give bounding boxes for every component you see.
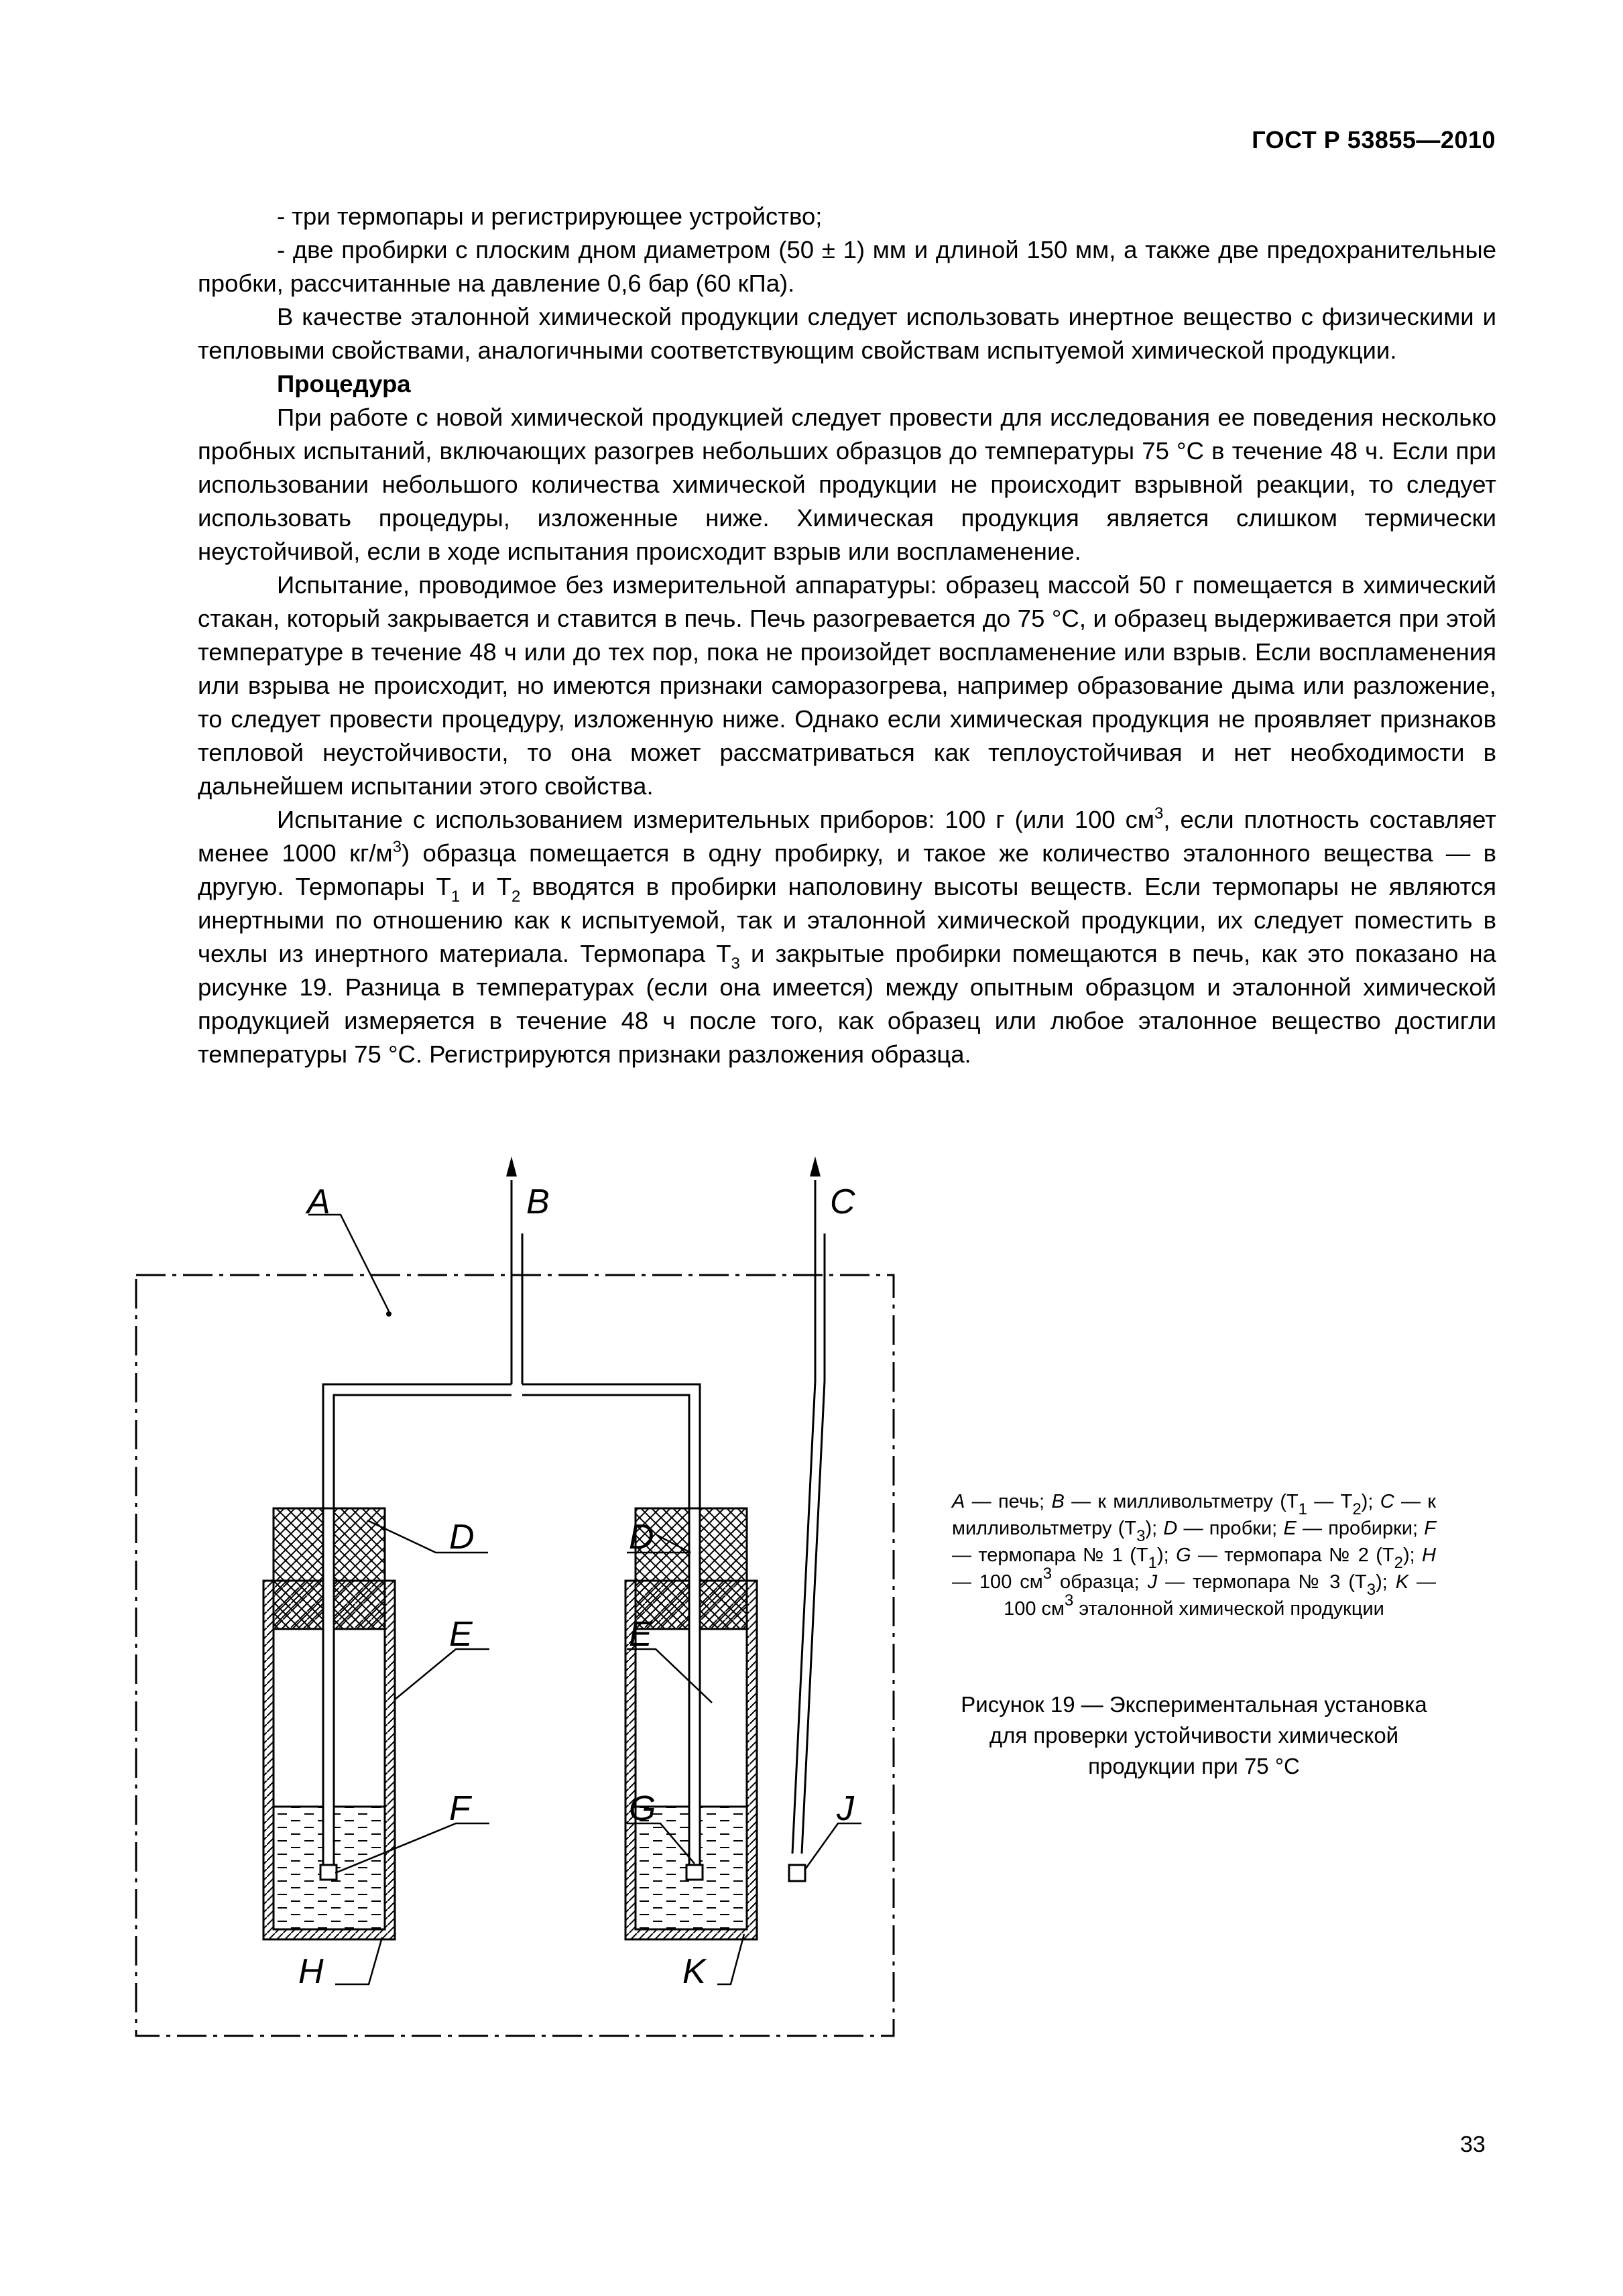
label-h: H xyxy=(298,1952,324,1991)
page-number: 33 xyxy=(1460,2132,1486,2157)
label-b: B xyxy=(526,1183,550,1221)
label-d-right: D xyxy=(629,1518,654,1557)
figure-legend: A — печь; B — к милливольтметру ($Т_1$ — $Т_2$); C — к милливольтметру $(Т_3)$; D — пробки; E — пробирки; F — термопара № 1 $(Т_1)$; G — термопара № 2 $(Т_2)$; H — 100 $см^3$ образца; J — термопара № 3 $(Т_3)$; K — 100 $см^3$ эталонной химической продукции xyxy=(952,1491,1436,1620)
body-text xyxy=(198,200,1496,1071)
thermocouple-f xyxy=(320,1865,337,1880)
label-g: G xyxy=(629,1789,656,1828)
paragraph-test-with-instruments: Испытание с использованием измерительных приборов: 100 г (или 100 $см^3$, если плотность составляет менее 1000 $кг/м^3$) образца помещается в одну пробирку, и такое же количество эталонного вещества — в другую. Термопары $Т_1$ и $Т_2$ вводятся в пробирки наполовину высоты веществ. Если термопары не являются инертными по отношению как к испытуемой, так и эталонной химической продукции, их следует поместить в чехлы из инертного материала. Термопара $Т_3$ и закрытые пробирки помещаются в печь, как это показано на рисунке 19. Разница в температурах (если она имеется) между опытным образцом и эталонной химической продукцией измеряется в течение 48 ч после того, как образец или любое эталонное вещество достигли температуры 75 °C. Регистрируются признаки разложения образца. xyxy=(198,804,1497,1068)
test-tube-left xyxy=(263,1508,395,1939)
oven-outline xyxy=(136,1275,894,2036)
label-c: C xyxy=(830,1183,855,1221)
paragraph-procedure-intro: При работе с новой химической продукцией следует провести для исследования ее поведения несколько пробных испытаний, включающих разогрев небольших образцов до температуры 75 °C в течение 48 ч. Если при использовании небольшого количества химической продукции не происходит взрывной реакции, то следует использовать процедуры, изложенные ниже. Химическая продукция является слишком термически неустойчивой, если в ходе испытания происходит взрыв или воспламенение. xyxy=(198,404,1496,565)
paragraph-reference-substance: В качестве эталонной химической продукции следует использовать инертное вещество с физическими и тепловыми свойствами, аналогичными соответствующим свойствам испытуемой химической продукции. xyxy=(198,303,1496,364)
paragraph-test-tubes: - две пробирки с плоским дном диаметром (50 ± 1) мм и длиной 150 мм, а также две предохранительные пробки, рассчитанные на давление 0,6 бар (60 кПа). xyxy=(198,236,1496,297)
thermocouple-g xyxy=(686,1865,703,1880)
label-f: F xyxy=(449,1789,471,1828)
label-e-right: E xyxy=(629,1615,652,1654)
label-k: K xyxy=(682,1952,706,1991)
wire-to-millivoltmeter-c xyxy=(792,1156,825,1854)
paragraph-test-without-instruments: Испытание, проводимое без измерительной аппаратуры: образец массой 50 г помещается в химический стакан, который закрывается и ставится в печь. Печь разогревается до 75 °C, и образец выдерживается при этой температуре в течение 48 ч или до тех пор, пока не произойдет воспламенение или взрыв. Если воспламенения или взрыва не происходит, но имеются признаки саморазогрева, например образование дыма или разложение, то следует провести процедуру, изложенную ниже. Однако если химическая продукция не проявляет признаков тепловой неустойчивости, то она может рассматриваться как теплоустойчивая и нет необходимости в дальнейшем испытании этого свойства. xyxy=(198,571,1496,800)
test-tube-right xyxy=(625,1508,757,1939)
label-e-left: E xyxy=(449,1615,473,1654)
paragraph-thermocouples: - три термопары и регистрирующее устройство; xyxy=(277,202,823,230)
label-d-left: D xyxy=(449,1518,475,1557)
figure-19-diagram xyxy=(114,1153,905,2075)
thermocouple-j xyxy=(789,1865,805,1881)
label-a: A xyxy=(307,1183,330,1221)
wire-to-millivoltmeter-b xyxy=(323,1156,700,1508)
figure-caption: Рисунок 19 — Экспериментальная установка для проверки устойчивости химической продукции при 75 °C xyxy=(961,1692,1427,1778)
section-heading-procedure: Процедура xyxy=(277,370,411,398)
document-standard-header: ГОСТ Р 53855—2010 xyxy=(1252,126,1496,154)
label-j: J xyxy=(837,1789,854,1828)
